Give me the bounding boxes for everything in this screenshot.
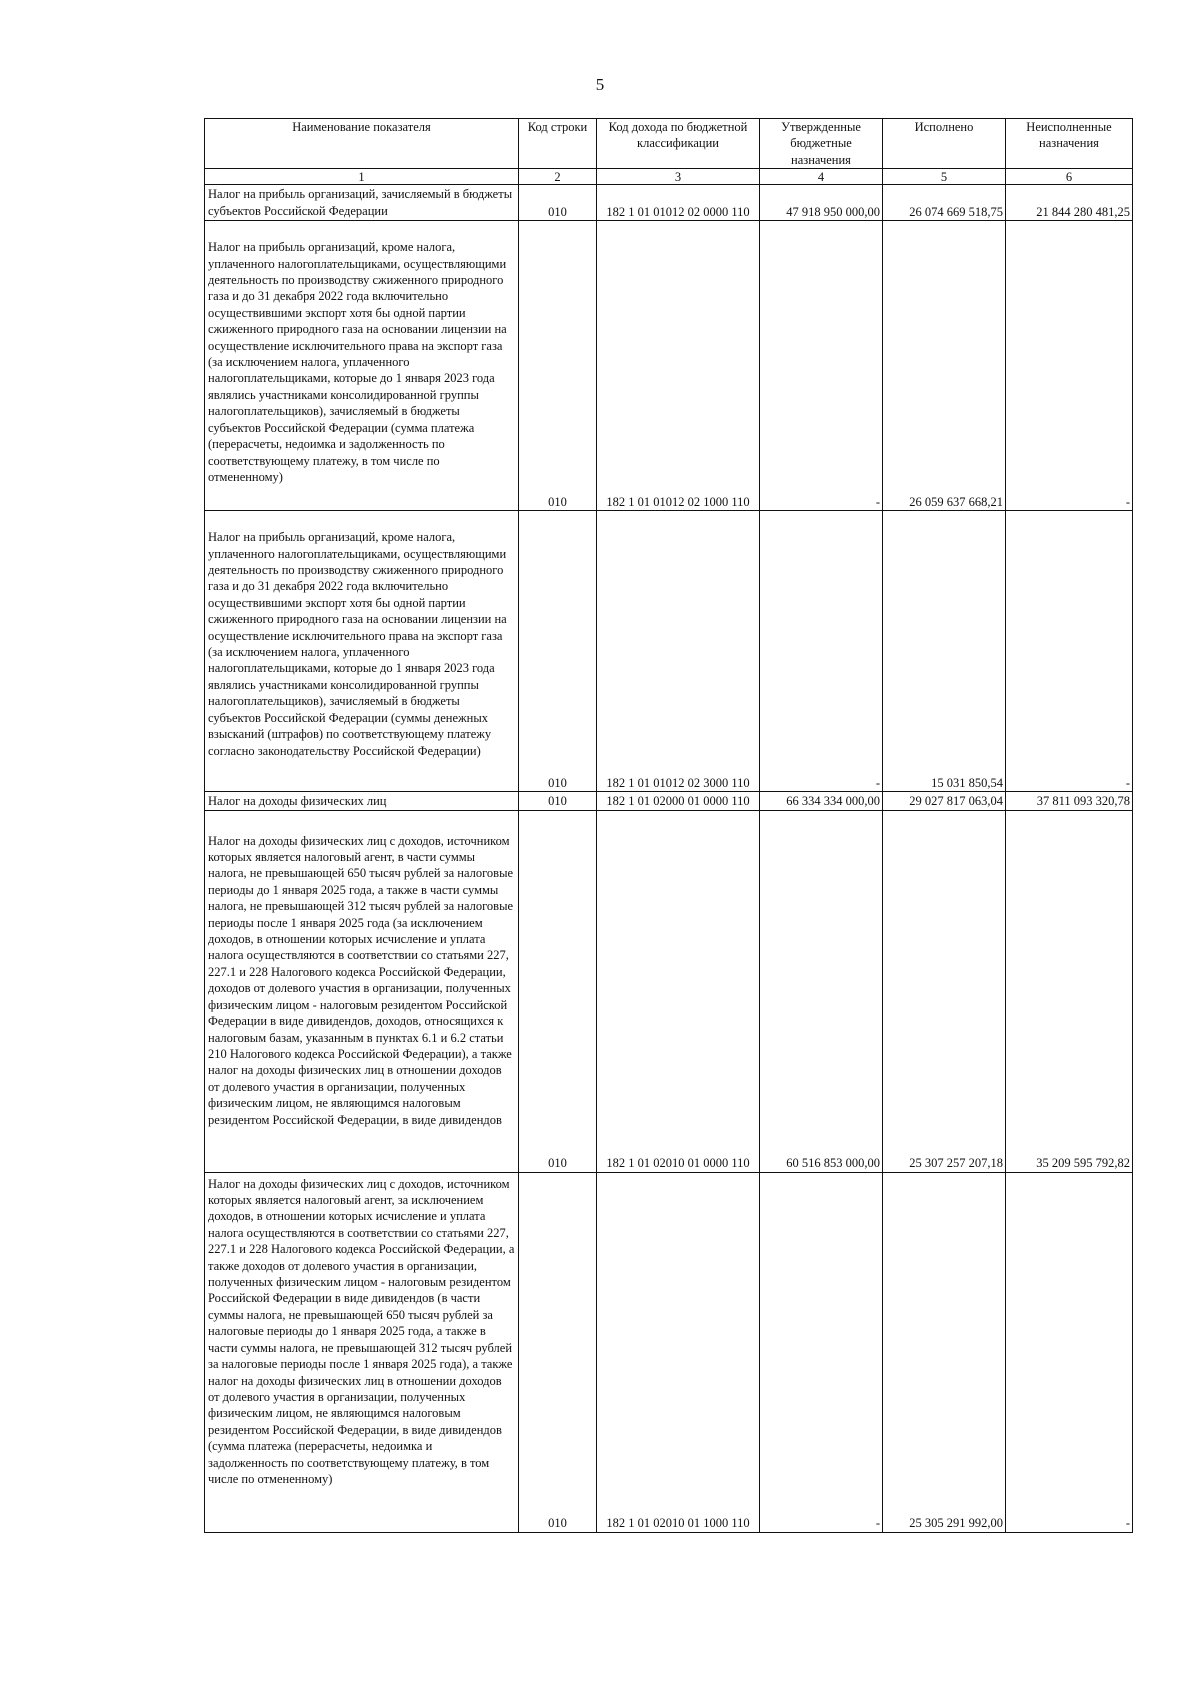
table-row (205, 810, 1133, 1172)
row-name: Налог на прибыль организаций, кроме налога, уплаченного налогоплательщиками, осуществляющими деятельность по производству сжиженного природного газа и до 31 декабря 2022 года включительно осуществившими экспорт хотя бы одной партии сжиженного природного газа на основании лицензии на осуществление исключительного права на экспорт газа (за исключением налога, уплаченного налогоплательщиками, которые до 1 января 2023 года являлись участниками консолидированной группы налогоплательщиков), зачисляемый в бюджеты субъектов Российской Федерации (сумма платежа (перерасчеты, недоимка и задолженность по соответствующему платежу, в том числе по отмененному) (205, 221, 519, 511)
row-unexecuted: 35 209 595 792,82 (1006, 810, 1133, 1172)
row-name: Налог на прибыль организаций, зачисляемый в бюджеты субъектов Российской Федерации (205, 185, 519, 221)
column-number: 3 (597, 169, 760, 185)
row-approved: 66 334 334 000,00 (760, 792, 883, 810)
column-number: 1 (205, 169, 519, 185)
row-line-code: 010 (519, 221, 597, 511)
row-line-code: 010 (519, 1172, 597, 1532)
row-approved: - (760, 1172, 883, 1532)
header-unexecuted: Неисполненные назначения (1006, 119, 1133, 169)
column-number: 5 (883, 169, 1006, 185)
row-line-code: 010 (519, 511, 597, 792)
row-kbk: 182 1 01 02010 01 1000 110 (597, 1172, 760, 1532)
column-number: 6 (1006, 169, 1133, 185)
header-name: Наименование показателя (205, 119, 519, 169)
row-kbk: 182 1 01 02010 01 0000 110 (597, 810, 760, 1172)
row-approved: 47 918 950 000,00 (760, 185, 883, 221)
column-numbers-row (205, 169, 1133, 185)
row-unexecuted: - (1006, 221, 1133, 511)
row-approved: - (760, 221, 883, 511)
table-row (205, 511, 1133, 792)
table-header-row (205, 119, 1133, 169)
row-approved: 60 516 853 000,00 (760, 810, 883, 1172)
row-kbk: 182 1 01 01012 02 1000 110 (597, 221, 760, 511)
row-unexecuted: - (1006, 1172, 1133, 1532)
row-unexecuted: 37 811 093 320,78 (1006, 792, 1133, 810)
row-name: Налог на доходы физических лиц с доходов, источником которых является налоговый агент, за исключением доходов, в отношении которых исчисление и уплата налога осуществляются в соответствии со статьями 227, 227.1 и 228 Налогового кодекса Российской Федерации, а также доходов от долевого участия в организации, полученных физическим лицом - налоговым резидентом Российской Федерации в виде дивидендов (в части суммы налога, не превышающей 650 тысяч рублей за налоговые периоды до 1 января 2025 года, а также в части суммы налога, не превышающей 312 тысяч рублей за налоговые периоды после 1 января 2025 года), а также налог на доходы физических лиц в отношении доходов от долевого участия в организации, полученных физическим лицом, не являющимся налоговым резидентом Российской Федерации, в виде дивидендов (сумма платежа (перерасчеты, недоимка и задолженность по соответствующему платежу, в том числе по отмененному) (205, 1172, 519, 1532)
row-line-code: 010 (519, 185, 597, 221)
header-kbk: Код дохода по бюджетной классификации (597, 119, 760, 169)
header-executed: Исполнено (883, 119, 1006, 169)
row-name: Налог на доходы физических лиц с доходов, источником которых является налоговый агент, в части суммы налога, не превышающей 650 тысяч рублей за налоговые периоды до 1 января 2025 года, а также в части суммы налога, не превышающей 312 тысяч рублей за налоговые периоды после 1 января 2025 года (за исключением доходов, в отношении которых исчисление и уплата налога осуществляются в соответствии со статьями 227, 227.1 и 228 Налогового кодекса Российской Федерации, доходов от долевого участия в организации, полученных физическим лицом - налоговым резидентом Российской Федерации в виде дивидендов, доходов, относящихся к налоговым базам, указанным в пунктах 6.1 и 6.2 статьи 210 Налогового кодекса Российской Федерации), а также налог на доходы физических лиц в отношении доходов от долевого участия в организации, полученных физическим лицом, не являющимся налоговым резидентом Российской Федерации, в виде дивидендов (205, 810, 519, 1172)
row-unexecuted: - (1006, 511, 1133, 792)
table-row (205, 185, 1133, 221)
column-number: 2 (519, 169, 597, 185)
table-row (205, 1172, 1133, 1532)
header-line-code: Код строки (519, 119, 597, 169)
row-kbk: 182 1 01 01012 02 0000 110 (597, 185, 760, 221)
row-approved: - (760, 511, 883, 792)
row-executed: 15 031 850,54 (883, 511, 1006, 792)
row-executed: 25 305 291 992,00 (883, 1172, 1006, 1532)
row-unexecuted: 21 844 280 481,25 (1006, 185, 1133, 221)
row-name: Налог на прибыль организаций, кроме налога, уплаченного налогоплательщиками, осуществляющими деятельность по производству сжиженного природного газа и до 31 декабря 2022 года включительно осуществившими экспорт хотя бы одной партии сжиженного природного газа на основании лицензии на осуществление исключительного права на экспорт газа (за исключением налога, уплаченного налогоплательщиками, которые до 1 января 2023 года являлись участниками консолидированной группы налогоплательщиков), зачисляемый в бюджеты субъектов Российской Федерации (суммы денежных взысканий (штрафов) по соответствующему платежу согласно законодательству Российской Федерации) (205, 511, 519, 792)
row-executed: 26 059 637 668,21 (883, 221, 1006, 511)
row-executed: 29 027 817 063,04 (883, 792, 1006, 810)
row-kbk: 182 1 01 01012 02 3000 110 (597, 511, 760, 792)
row-line-code: 010 (519, 792, 597, 810)
row-executed: 25 307 257 207,18 (883, 810, 1006, 1172)
row-line-code: 010 (519, 810, 597, 1172)
table-row (205, 792, 1133, 810)
column-number: 4 (760, 169, 883, 185)
row-kbk: 182 1 01 02000 01 0000 110 (597, 792, 760, 810)
table-row (205, 221, 1133, 511)
budget-execution-table (204, 118, 1133, 1533)
header-approved: Утвержденные бюджетные назначения (760, 119, 883, 169)
page-number: 5 (595, 75, 605, 94)
row-executed: 26 074 669 518,75 (883, 185, 1006, 221)
row-name: Налог на доходы физических лиц (205, 792, 519, 810)
